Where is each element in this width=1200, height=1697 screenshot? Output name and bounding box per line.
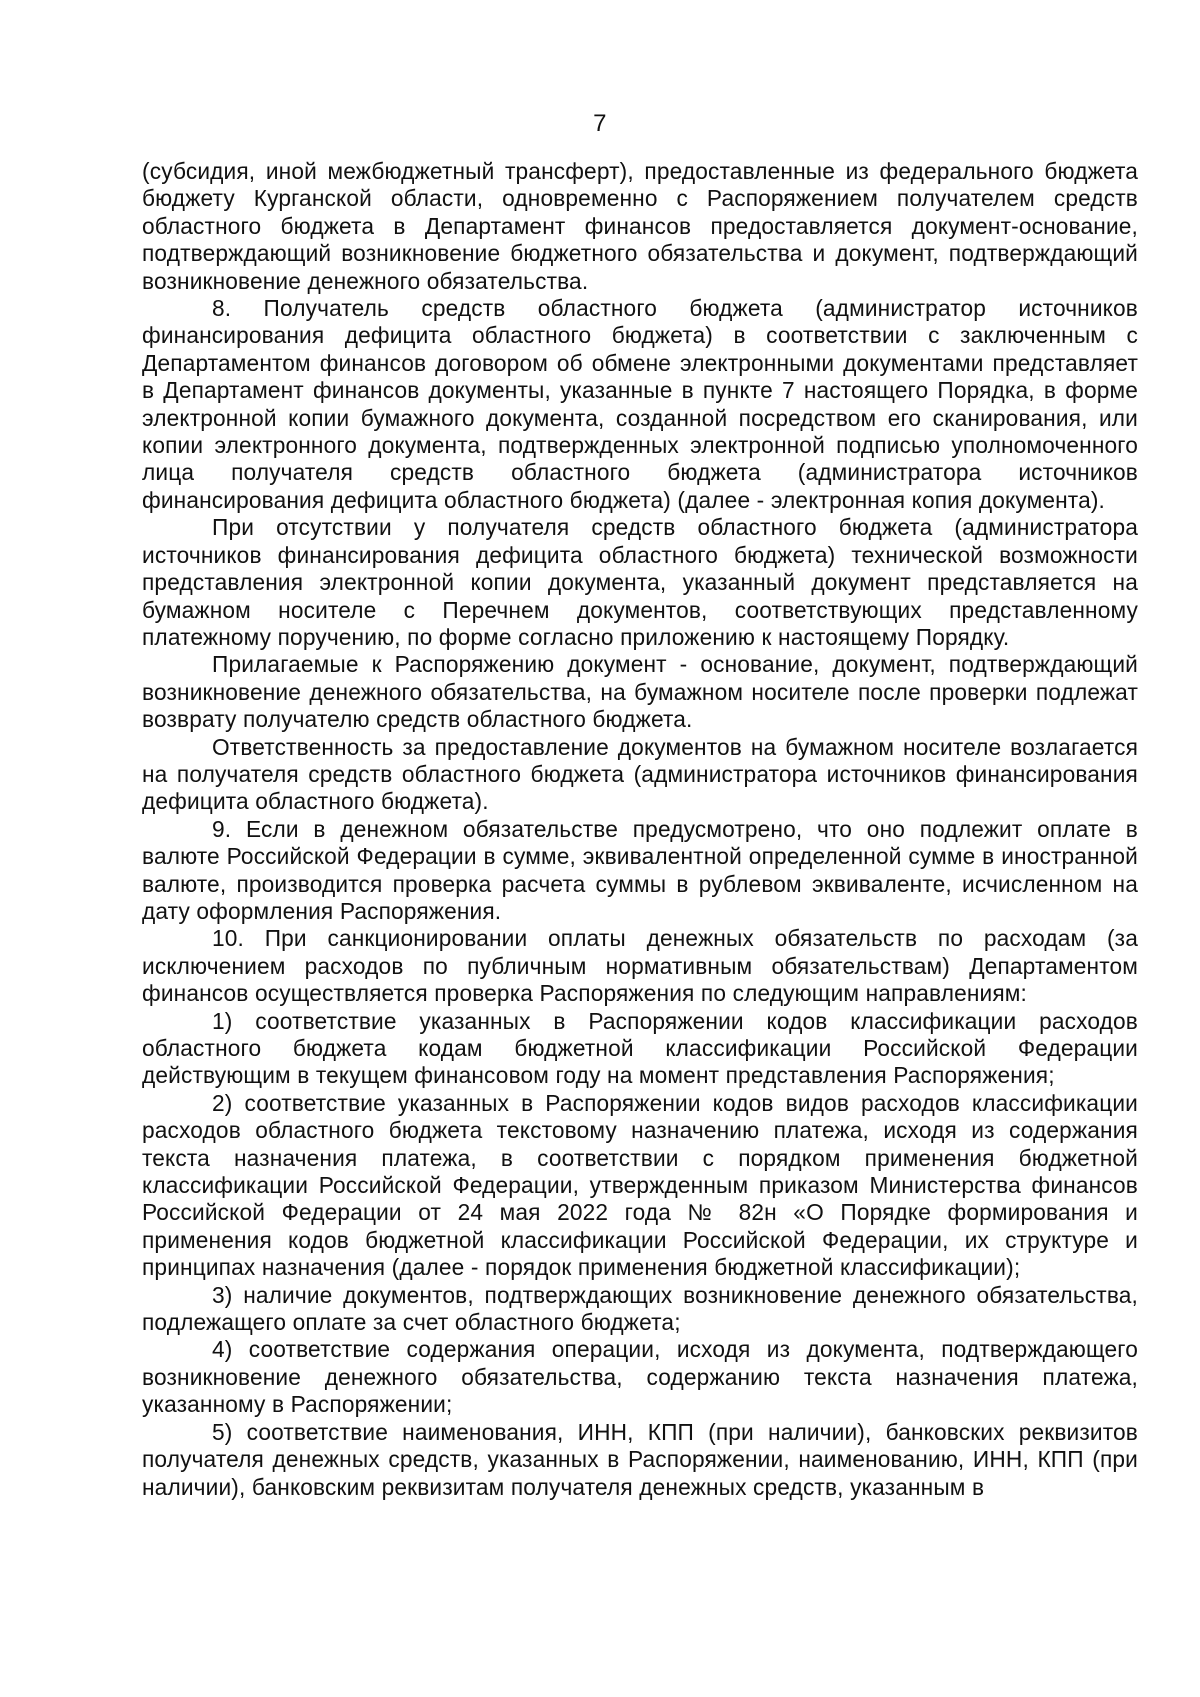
- page-number: 7: [593, 110, 607, 137]
- paragraph-continuation: (субсидия, иной межбюджетный трансферт), предоставленные из федерального бюджета бюджету Курганской области, одновременно с Распоряжением получателем средств областного бюджета в Департамент финансов предоставляется документ-основание, подтверждающий возникновение бюджетного обязательства и документ, подтверждающий возникновение денежного обязательства.: [142, 158, 1138, 294]
- list-item-3: 3) наличие документов, подтверждающих возникновение денежного обязательства, подлежащего оплате за счет областного бюджета;: [142, 1281, 1138, 1336]
- document-body: [142, 158, 1138, 1501]
- list-item-1: 1) соответствие указанных в Распоряжении кодов классификации расходов областного бюджета кодам бюджетной классификации Российской Федерации действующим в текущем финансовом году на момент представления Распоряжения;: [142, 1007, 1138, 1089]
- list-item-4: 4) соответствие содержания операции, исходя из документа, подтверждающего возникновение денежного обязательства, содержанию текста назначения платежа, указанному в Распоряжении;: [142, 1336, 1138, 1418]
- paragraph-responsibility: Ответственность за предоставление документов на бумажном носителе возлагается на получателя средств областного бюджета (администратора источников финансирования дефицита областного бюджета).: [142, 733, 1138, 815]
- paragraph-absence-of-technical-means: При отсутствии у получателя средств областного бюджета (администратора источников финансирования дефицита областного бюджета) технической возможности представления электронной копии документа, указанный документ представляется на бумажном носителе с Перечнем документов, соответствующих представленному платежному поручению, по форме согласно приложению к настоящему Порядку.: [142, 514, 1138, 650]
- paragraph-attached-documents: Прилагаемые к Распоряжению документ - основание, документ, подтверждающий возникновение денежного обязательства, на бумажном носителе после проверки подлежат возврату получателю средств областного бюджета.: [142, 651, 1138, 733]
- paragraph-item-8: 8. Получатель средств областного бюджета (администратор источников финансирования дефицита областного бюджета) в соответствии с заключенным с Департаментом финансов договором об обмене электронными документами представляет в Департамент финансов документы, указанные в пункте 7 настоящего Порядка, в форме электронной копии бумажного документа, созданной посредством его сканирования, или копии электронного документа, подтвержденных электронной подписью уполномоченного лица получателя средств областного бюджета (администратора источников финансирования дефицита областного бюджета) (далее - электронная копия документа).: [142, 295, 1138, 513]
- list-item-2: 2) соответствие указанных в Распоряжении кодов видов расходов классификации расходов областного бюджета текстовому назначению платежа, исходя из содержания текста назначения платежа, в соответствии с порядком применения бюджетной классификации Российской Федерации, утвержденным приказом Министерства финансов Российской Федерации от 24 мая 2022 года № 82н «О Порядке формирования и применения кодов бюджетной классификации Российской Федерации, их структуре и принципах назначения (далее - порядок применения бюджетной классификации);: [142, 1089, 1138, 1281]
- paragraph-item-10: 10. При санкционировании оплаты денежных обязательств по расходам (за исключением расходов по публичным нормативным обязательствам) Департаментом финансов осуществляется проверка Распоряжения по следующим направлениям:: [142, 925, 1138, 1007]
- paragraph-item-9: 9. Если в денежном обязательстве предусмотрено, что оно подлежит оплате в валюте Российской Федерации в сумме, эквивалентной определенной сумме в иностранной валюте, производится проверка расчета суммы в рублевом эквиваленте, исчисленном на дату оформления Распоряжения.: [142, 815, 1138, 924]
- list-item-5: 5) соответствие наименования, ИНН, КПП (при наличии), банковских реквизитов получателя денежных средств, указанных в Распоряжении, наименованию, ИНН, КПП (при наличии), банковским реквизитам получателя денежных средств, указанным в: [142, 1418, 1138, 1500]
